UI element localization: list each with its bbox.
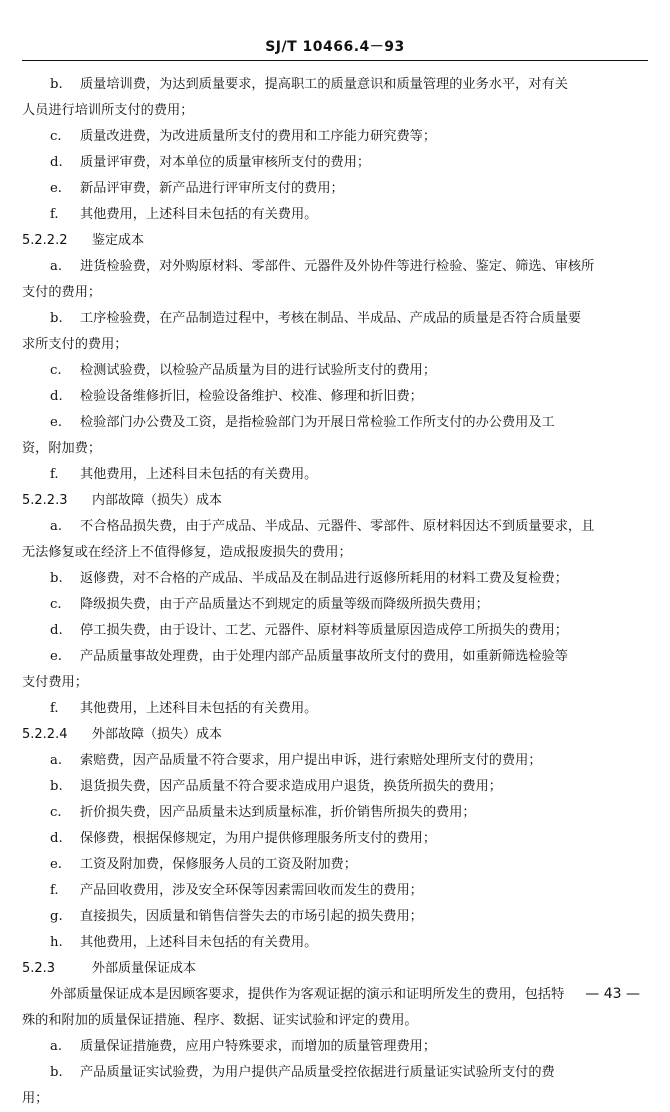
list-item [22,124,640,150]
list-item [22,254,640,280]
list-item-marker: d. [50,831,63,846]
list-item [22,878,640,904]
body-text [22,72,640,1112]
list-item [22,202,640,228]
list-item-marker: b. [50,1065,63,1080]
list-item [22,150,640,176]
list-item-text: 降级损失费，由于产品质量达不到规定的质量等级而降级所损失费用； [80,597,489,612]
list-item-text: 退货损失费，因产品质量不符合要求造成用户退货，换货所损失的费用； [80,779,502,794]
paragraph-line: 外部质量保证成本是因顾客要求，提供作为客观证据的演示和证明所发生的费用，包括特 [50,987,565,1002]
list-item-text: 进货检验费，对外购原材料、零部件、元器件及外协件等进行检验、鉴定、筛选、审核所 [80,259,595,274]
list-item-text: 新品评审费，新产品进行评审所支付的费用； [80,181,344,196]
section-heading [22,228,640,254]
list-item-text: 折价损失费，因产品质量未达到质量标准，折价销售所损失的费用； [80,805,476,820]
list-item-text: 返修费，对不合格的产成品、半成品及在制品进行返修所耗用的材料工费及复检费； [80,571,568,586]
list-item-text: 检验部门办公费及工资，是指检验部门为开展日常检验工作所支付的办公费用及工 [80,415,555,430]
list-item-text: 工序检验费，在产品制造过程中，考核在制品、半成品、产成品的质量是否符合质量要 [80,311,582,326]
list-item-text: 直接损失，因质量和销售信誉失去的市场引起的损失费用； [80,909,423,924]
list-item [22,462,640,488]
list-item [22,826,640,852]
section-number: 5.2.2.4 [22,727,68,742]
list-item-marker: d. [50,623,63,638]
list-item-text: 其他费用，上述科目未包括的有关费用。 [80,935,318,950]
list-item-marker: c. [50,805,62,820]
list-item [22,852,640,878]
section-title: 内部故障（损失）成本 [92,493,223,508]
list-item [22,72,640,98]
list-item-marker: f. [50,467,59,482]
list-item-text: 检验设备维修折旧，检验设备维护、校准、修理和折旧费； [80,389,423,404]
continuation-line: 支付费用； [22,675,88,690]
section-number: 5.2.2.3 [22,493,68,508]
list-item-marker: f. [50,701,59,716]
list-item-text: 不合格品损失费，由于产成品、半成品、元器件、零部件、原材料因达不到质量要求，且 [80,519,595,534]
list-item-marker: b. [50,779,63,794]
section-number: 5.2.3 [22,961,56,976]
list-item-text: 产品回收费用，涉及安全环保等因素需回收而发生的费用； [80,883,423,898]
list-item-text: 保修费，根据保修规定，为用户提供修理服务所支付的费用； [80,831,437,846]
list-item-marker: d. [50,155,63,170]
list-item-marker: e. [50,857,62,872]
list-item-text: 产品质量证实试验费，为用户提供产品质量受控依据进行质量证实试验所支付的费 [80,1065,555,1080]
list-item-marker: b. [50,77,63,92]
list-item [22,1034,640,1060]
list-item [22,566,640,592]
list-item-marker: a. [50,259,63,274]
list-item [22,1060,640,1086]
list-item [22,748,640,774]
list-item [22,358,640,384]
list-item-marker: c. [50,129,62,144]
continuation-line: 支付的费用； [22,285,102,300]
list-item-marker: h. [50,935,63,950]
list-item [22,514,640,540]
continuation-line: 求所支付的费用； [22,337,128,352]
list-item-text: 停工损失费，由于设计、工艺、元器件、原材料等质量原因造成停工所损失的费用； [80,623,568,638]
list-item [22,800,640,826]
section-title: 鉴定成本 [92,233,145,248]
list-item [22,306,640,332]
list-item-marker: g. [50,909,63,924]
standard-number-header: SJ/T 10466.4－93 [265,39,405,55]
list-item-marker: f. [50,207,59,222]
list-item-marker: c. [50,597,62,612]
continuation-line: 人员进行培训所支付的费用； [22,103,194,118]
list-item [22,618,640,644]
list-item-marker: e. [50,415,62,430]
section-title: 外部质量保证成本 [92,961,197,976]
list-item-marker: e. [50,649,62,664]
list-item [22,644,640,670]
list-item-marker: b. [50,571,63,586]
list-item-marker: a. [50,1039,63,1054]
list-item [22,696,640,722]
continuation-line: 无法修复或在经济上不值得修复，造成报废损失的费用； [22,545,352,560]
list-item-text: 质量改进费，为改进质量所支付的费用和工序能力研究费等； [80,129,437,144]
list-item-text: 其他费用，上述科目未包括的有关费用。 [80,467,318,482]
list-item [22,176,640,202]
list-item-text: 质量保证措施费，应用户特殊要求，而增加的质量管理费用； [80,1039,437,1054]
list-item-text: 产品质量事故处理费，由于处理内部产品质量事故所支付的费用，如重新筛选检验等 [80,649,568,664]
list-item [22,774,640,800]
list-item-text: 索赔费，因产品质量不符合要求，用户提出申诉，进行索赔处理所支付的费用； [80,753,542,768]
continuation-line: 用； [22,1091,49,1106]
list-item-marker: c. [50,363,62,378]
header-rule [22,60,648,61]
list-item [22,410,640,436]
list-item [22,930,640,956]
list-item [22,904,640,930]
list-item-text: 质量评审费，对本单位的质量审核所支付的费用； [80,155,371,170]
section-heading [22,488,640,514]
list-item-text: 其他费用，上述科目未包括的有关费用。 [80,701,318,716]
section-heading [22,956,640,982]
list-item-text: 检测试验费，以检验产品质量为目的进行试验所支付的费用； [80,363,437,378]
list-item-marker: a. [50,519,63,534]
list-item-marker: f. [50,883,59,898]
section-title: 外部故障（损失）成本 [92,727,223,742]
page-number: — 43 — [585,986,640,1002]
list-item-marker: d. [50,389,63,404]
section-heading [22,722,640,748]
list-item-marker: e. [50,181,62,196]
list-item-marker: b. [50,311,63,326]
list-item [22,592,640,618]
list-item-text: 工资及附加费，保修服务人员的工资及附加费； [80,857,357,872]
section-number: 5.2.2.2 [22,233,68,248]
list-item [22,384,640,410]
list-item-marker: a. [50,753,63,768]
continuation-line: 资，附加费； [22,441,102,456]
list-item-text: 其他费用，上述科目未包括的有关费用。 [80,207,318,222]
continuation-line: 殊的和附加的质量保证措施、程序、数据、证实试验和评定的费用。 [22,1013,418,1028]
list-item-text: 质量培训费，为达到质量要求，提高职工的质量意识和质量管理的业务水平，对有关 [80,77,568,92]
